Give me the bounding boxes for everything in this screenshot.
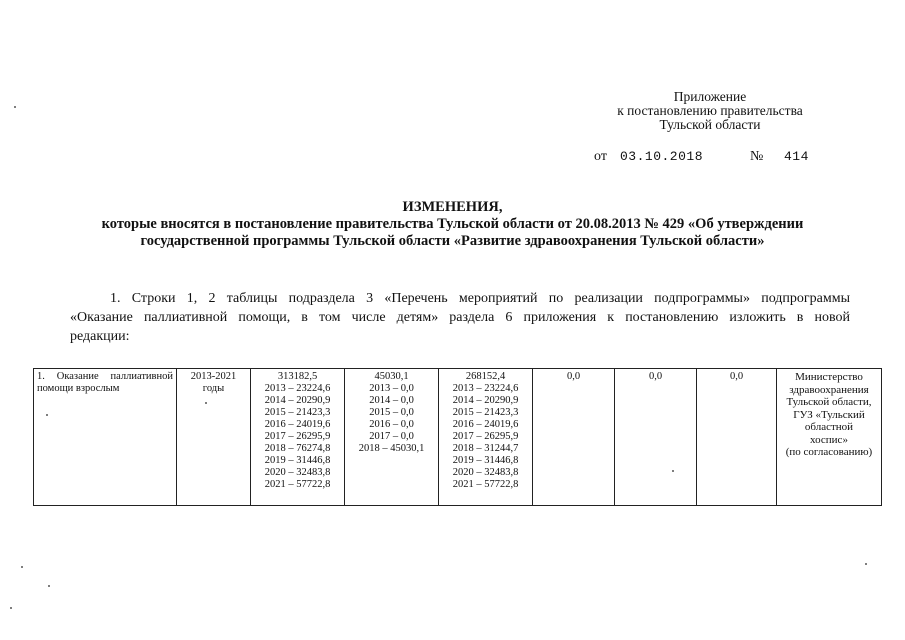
- federal-funding-cell: 45030,1 2013 – 0,0 2014 – 0,0 2015 – 0,0 2016 – 0,0 2017 – 0,0 2018 – 45030,1: [345, 369, 439, 506]
- funding-cell-6: 0,0: [533, 369, 615, 506]
- scan-speck: [865, 563, 867, 565]
- body-paragraph: [70, 289, 850, 346]
- paragraph-line: редакции:: [70, 329, 130, 344]
- document-title: [0, 199, 905, 250]
- appendix-line: Тульской области: [659, 117, 761, 132]
- appendix-line: к постановлению правительства: [617, 103, 803, 118]
- regional-funding-cell: 268152,4 2013 – 23224,6 2014 – 20290,9 2015 – 21423,3 2016 – 24019,6 2017 – 26295,9 2018 – 31244,7 2019 – 31446,8 2020 – 32483,8 2021 – 57722,8: [439, 369, 533, 506]
- funding-cell-7: 0,0: [615, 369, 697, 506]
- title-line: ИЗМЕНЕНИЯ,: [402, 199, 503, 215]
- scan-speck: [10, 607, 12, 609]
- scan-speck: [14, 106, 16, 108]
- title-line: государственной программы Тульской области «Развитие здравоохранения Тульской области»: [140, 233, 765, 249]
- table-row: [34, 369, 882, 506]
- scan-speck: [46, 414, 48, 416]
- total-funding-cell: 313182,5 2013 – 23224,6 2014 – 20290,9 2015 – 21423,3 2016 – 24019,6 2017 – 26295,9 2018 – 76274,8 2019 – 31446,8 2020 – 32483,8 2021 – 57722,8: [251, 369, 345, 506]
- period-cell: 2013-2021 годы: [177, 369, 251, 506]
- date-prefix: от: [594, 149, 607, 164]
- number-sign: №: [750, 149, 764, 164]
- scan-speck: [21, 566, 23, 568]
- activity-name-cell: 1. Оказание паллиативной помощи взрослым: [34, 369, 177, 506]
- appendix-header: [560, 90, 860, 132]
- program-table: [33, 368, 882, 506]
- scan-speck: [205, 402, 207, 404]
- title-line: которые вносятся в постановление правительства Тульской области от 20.08.2013 № 429 «Об утверждении: [101, 216, 804, 232]
- resolution-number: 414: [784, 149, 809, 164]
- scan-speck: [48, 585, 50, 587]
- paragraph-line: «Оказание паллиативной помощи, в том числе детям» раздела 6 приложения к постановлению изложить в новой: [70, 310, 850, 325]
- paragraph-line: 1. Строки 1, 2 таблицы подраздела 3 «Перечень мероприятий по реализации подпрограммы» подпрограммы: [110, 291, 850, 306]
- funding-cell-8: 0,0: [697, 369, 777, 506]
- appendix-line: Приложение: [673, 89, 747, 104]
- executor-cell: Министерство здравоохранения Тульской области, ГУЗ «Тульский областной хоспис» (по согласованию): [777, 369, 882, 506]
- scan-speck: [672, 470, 674, 472]
- resolution-date: 03.10.2018: [620, 149, 704, 164]
